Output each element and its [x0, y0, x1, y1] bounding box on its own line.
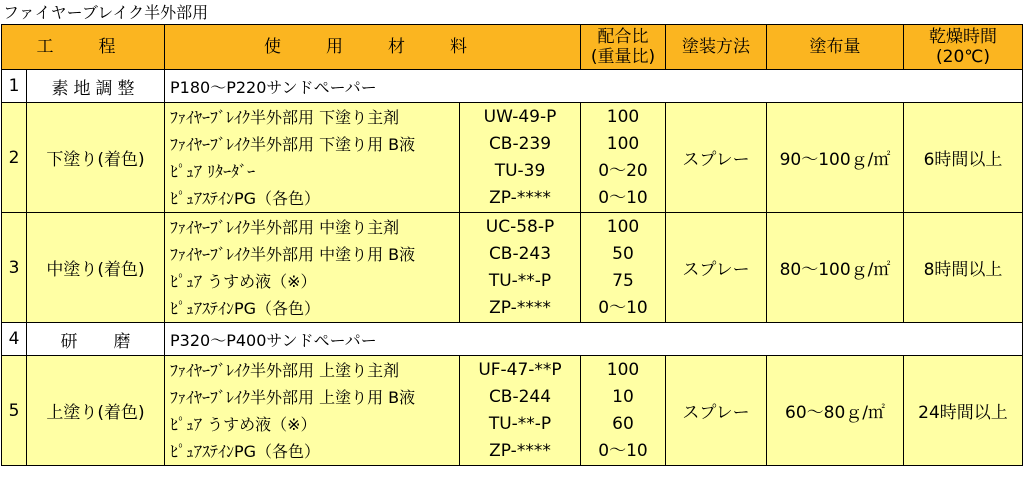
material-ratio: 50	[612, 243, 634, 264]
material-name: ﾌｧｲﾔｰﾌﾞﾚｲｸ半外部用 中塗り用 B液	[170, 244, 416, 264]
material-ratio: 0～10	[598, 187, 648, 208]
material-name: ﾋﾟｭｱｽﾃｲﾝPG（各色）	[170, 188, 321, 208]
material-code: UC-58-P	[485, 216, 555, 237]
material-ratio: 100	[606, 106, 640, 127]
material-ratio: 100	[606, 359, 640, 380]
material-code: TU-**-P	[488, 413, 552, 434]
table-row	[2, 356, 1023, 466]
material-code: UW-49-P	[483, 106, 557, 127]
step-name: 素地調整	[27, 70, 165, 103]
material-ratio: 100	[606, 133, 640, 154]
coating-method: スプレー	[666, 356, 767, 466]
material-ratio: 100	[606, 216, 640, 237]
header-method: 塗装方法	[666, 25, 767, 70]
header-materials: 使 用 材 料	[165, 25, 581, 70]
material-code: ZP-****	[489, 297, 551, 318]
table-row	[2, 103, 1023, 213]
step-name: 研 磨	[27, 323, 165, 356]
step-note: P180～P220サンドペーパー	[165, 70, 1023, 103]
step-number: 3	[2, 213, 27, 323]
table-row	[2, 70, 1023, 103]
material-name: ﾌｧｲﾔｰﾌﾞﾚｲｸ半外部用 上塗り用 B液	[170, 387, 416, 407]
page-title: ファイヤーブレイク半外部用	[3, 3, 209, 22]
step-name: 中塗り(着色)	[27, 213, 165, 323]
material-ratio: 75	[612, 270, 634, 291]
dry-time: 6時間以上	[904, 103, 1023, 213]
coating-method: スプレー	[666, 213, 767, 323]
table-row	[2, 323, 1023, 356]
material-name: ﾌｧｲﾔｰﾌﾞﾚｲｸ半外部用 上塗り主剤	[170, 360, 400, 380]
material-name: ﾌｧｲﾔｰﾌﾞﾚｲｸ半外部用 下塗り主剤	[170, 107, 400, 127]
paint-process-table	[1, 24, 1023, 466]
coverage-amount: 90～100ｇ/㎡	[767, 103, 904, 213]
material-ratios	[581, 213, 666, 323]
coating-method: スプレー	[666, 103, 767, 213]
material-code: CB-243	[488, 243, 552, 264]
step-note: P320～P400サンドペーパー	[165, 323, 1023, 356]
material-name: ﾋﾟｭｱｽﾃｲﾝPG（各色）	[170, 441, 321, 461]
material-code: CB-244	[488, 386, 552, 407]
header-coverage: 塗布量	[767, 25, 904, 70]
header-step: 工 程	[2, 25, 165, 70]
material-ratios	[581, 103, 666, 213]
material-code: ZP-****	[489, 187, 551, 208]
material-name: ﾋﾟｭｱｽﾃｲﾝPG（各色）	[170, 298, 321, 318]
material-name: ﾋﾟｭｱ うすめ液（※）	[170, 414, 317, 434]
step-number: 5	[2, 356, 27, 466]
material-codes	[460, 103, 581, 213]
material-ratio: 0～20	[598, 160, 648, 181]
coverage-amount: 60～80ｇ/㎡	[767, 356, 904, 466]
material-ratio: 0～10	[598, 297, 648, 318]
header-row	[2, 25, 1023, 70]
table-row	[2, 213, 1023, 323]
step-number: 4	[2, 323, 27, 356]
material-ratio: 10	[612, 386, 634, 407]
material-ratio: 60	[612, 413, 634, 434]
step-name: 上塗り(着色)	[27, 356, 165, 466]
material-name: ﾋﾟｭｱ うすめ液（※）	[170, 271, 317, 291]
header-ratio: 配合比 (重量比)	[581, 25, 666, 70]
material-ratio: 0～10	[598, 440, 648, 461]
step-number: 1	[2, 70, 27, 103]
material-codes	[460, 356, 581, 466]
material-names	[165, 103, 460, 213]
dry-time: 8時間以上	[904, 213, 1023, 323]
material-names	[165, 213, 460, 323]
coverage-amount: 80～100ｇ/㎡	[767, 213, 904, 323]
dry-time: 24時間以上	[904, 356, 1023, 466]
material-name: ﾌｧｲﾔｰﾌﾞﾚｲｸ半外部用 下塗り用 B液	[170, 134, 416, 154]
material-code: ZP-****	[489, 440, 551, 461]
material-code: UF-47-**P	[478, 359, 562, 380]
material-code: TU-39	[494, 160, 546, 181]
header-dry-time: 乾燥時間 (20℃)	[904, 25, 1023, 70]
material-name: ﾌｧｲﾔｰﾌﾞﾚｲｸ半外部用 中塗り主剤	[170, 217, 400, 237]
material-code: CB-239	[488, 133, 552, 154]
material-name: ﾋﾟｭｱ ﾘﾀｰﾀﾞｰ	[170, 161, 256, 181]
step-name: 下塗り(着色)	[27, 103, 165, 213]
material-code: TU-**-P	[488, 270, 552, 291]
material-ratios	[581, 356, 666, 466]
material-names	[165, 356, 460, 466]
step-number: 2	[2, 103, 27, 213]
material-codes	[460, 213, 581, 323]
